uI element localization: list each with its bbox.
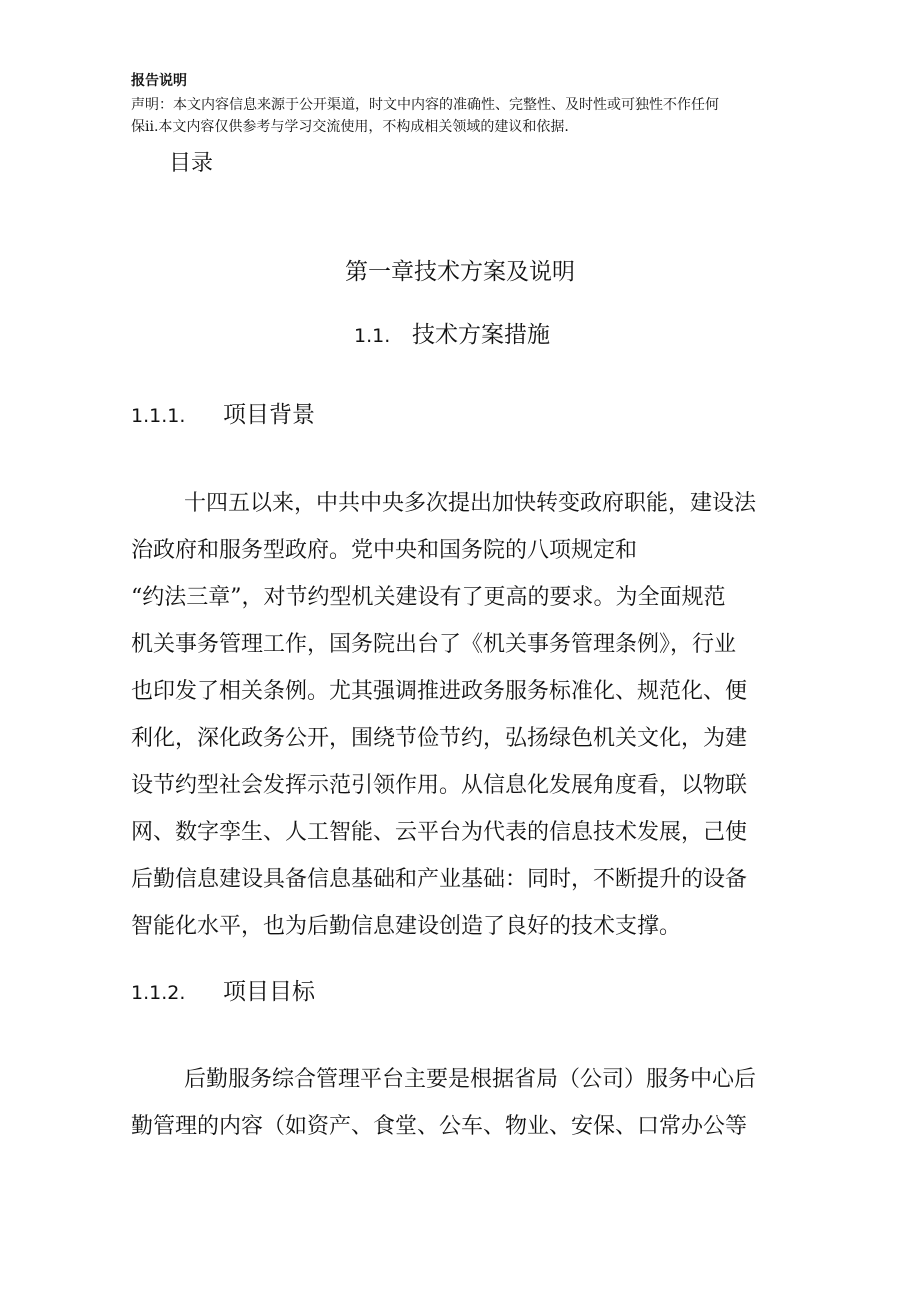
report-notice-line: 声明：本文内容信息来源于公开渠道，时文中内容的准确性、完整性、及时性或可独性不作任何 xyxy=(131,97,719,113)
paragraph-line: 设节约型社会发挥示范引领作用。从信息化发展角度看，以物联 xyxy=(131,773,748,798)
subsection-number: 1.1.1. xyxy=(131,405,186,427)
paragraph-line: 网、数字孪生、人工智能、云平台为代表的信息技术发展，己使 xyxy=(131,820,748,845)
paragraph-line: 勤管理的内容（如资产、食堂、公车、物业、安保、口常办公等 xyxy=(131,1114,748,1139)
subsection-number: 1.1.2. xyxy=(131,982,186,1004)
paragraph-line: 十四五以来，中共中央多次提出加快转变政府职能，建设法 xyxy=(184,491,757,516)
subsection-title: 项目目标 xyxy=(223,979,315,1005)
section-number: 1.1. xyxy=(354,325,391,347)
goals-paragraph xyxy=(131,1056,791,1150)
paragraph-line: 利化，深化政务公开，围绕节俭节约，弘扬绿色机关文化，为建 xyxy=(131,726,748,751)
table-of-contents-heading: 目录 xyxy=(169,151,214,176)
subsection-heading-background xyxy=(131,398,315,433)
paragraph-line: “约法三章”，对节约型机关建设有了更高的要求。为全面规范 xyxy=(131,585,726,610)
section-heading xyxy=(354,318,550,353)
paragraph-line: 后勤服务综合管理平台主要是根据省局（公司）服务中心后 xyxy=(184,1067,757,1092)
report-notice-title: 报告说明 xyxy=(131,73,187,89)
subsection-heading-goals xyxy=(131,975,315,1010)
section-title: 技术方案措施 xyxy=(412,322,550,348)
report-notice-line: 保ii.本文内容仅供参考与学习交流使用，不构成相关领域的建议和依据. xyxy=(131,119,569,135)
paragraph-line: 也印发了相关条例。尤其强调推进政务服务标准化、规范化、便 xyxy=(131,679,748,704)
chapter-title: 第一章技术方案及说明 xyxy=(345,259,575,285)
subsection-title: 项目背景 xyxy=(223,402,315,428)
paragraph-line: 智能化水平，也为后勤信息建设创造了良好的技术支撑。 xyxy=(131,914,682,939)
paragraph-line: 治政府和服务型政府。党中央和国务院的八项规定和 xyxy=(131,538,638,563)
background-paragraph xyxy=(131,480,791,950)
paragraph-line: 后勤信息建设具备信息基础和产业基础：同时，不断提升的设备 xyxy=(131,867,748,892)
paragraph-line: 机关事务管理工作，国务院出台了《机关事务管理条例》，行业 xyxy=(131,632,737,657)
